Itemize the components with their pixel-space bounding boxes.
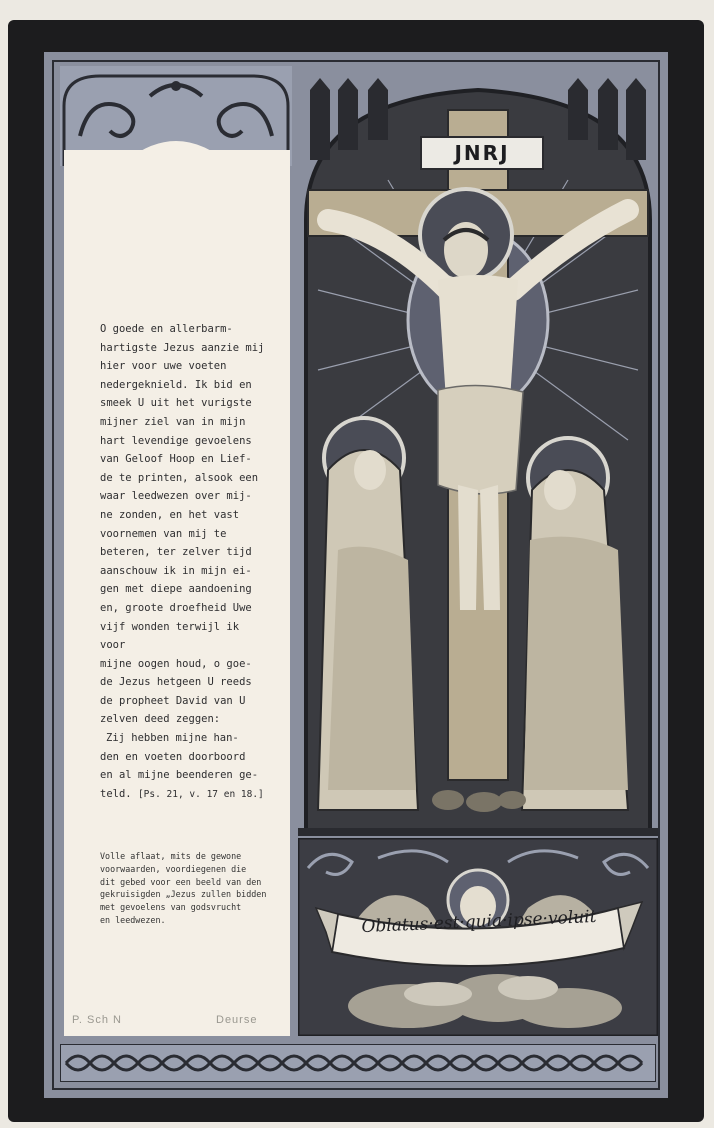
- prayer-text: [100, 320, 268, 804]
- printer-place: Deurse: [216, 1014, 258, 1026]
- braided-border: [60, 1044, 656, 1082]
- prayer-line: en, groote droefheid Uwe: [100, 601, 252, 614]
- prayer-line: van Geloof Hoop en Lief-: [100, 453, 252, 466]
- prayer-line: smeek U uit het vurigste: [100, 397, 252, 410]
- prayer-line: O goede en allerbarm-: [100, 323, 233, 335]
- prayer-line: teld.: [100, 787, 132, 800]
- prayer-line: de Jezus hetgeen U reeds: [100, 676, 252, 689]
- prayer-line: mijner ziel van in mijn: [100, 415, 246, 428]
- indulgence-line: en leedwezen.: [100, 914, 166, 925]
- prayer-line: hier voor uwe voeten: [100, 360, 227, 373]
- prayer-line: en al mijne beenderen ge-: [100, 769, 259, 782]
- indulgence-line: Volle aflaat, mits de gewone: [100, 851, 242, 861]
- prayer-line: hartigste Jezus aanzie mij: [100, 341, 265, 354]
- crucifixion-illustration: [298, 70, 658, 836]
- prayer-line: Zij hebben mijne han-: [106, 732, 239, 745]
- latin-motto: Oblatus·est·quia·ipse·voluit: [361, 906, 597, 938]
- indulgence-line: voorwaarden, voordiegenen die: [100, 863, 247, 874]
- prayer-line: nedergeknield. Ik bid en: [100, 378, 252, 391]
- scripture-reference: [Ps. 21, v. 17 en 18.]: [137, 788, 264, 800]
- indulgence-line: dit gebed voor een beeld van den: [100, 876, 262, 887]
- indulgence-line: gekruisigden „Jezus zullen bidden: [100, 889, 267, 900]
- printer-mark: P. Sch N: [72, 1014, 122, 1026]
- indulgence-line: met gevoelens van godsvrucht: [100, 902, 242, 913]
- prayer-line: beteren, ter zelver tijd: [100, 546, 252, 559]
- prayer-line: de propheet David van U: [100, 694, 246, 707]
- prayer-line: gen met diepe aandoening: [100, 583, 252, 596]
- prayer-line: vijf wonden terwijl ik voor: [100, 620, 240, 652]
- prayer-line: de te printen, alsook een: [100, 471, 259, 484]
- prayer-line: hart levendige gevoelens: [100, 434, 252, 447]
- titulus-plaque: JNRJ: [420, 136, 544, 170]
- indulgence-note: [100, 850, 272, 927]
- prayer-line: voornemen van mij te: [100, 527, 227, 540]
- prayer-line: zelven deed zeggen:: [100, 713, 221, 726]
- prayer-line: den en voeten doorboord: [100, 750, 246, 763]
- prayer-line: mijne oogen houd, o goe-: [100, 657, 252, 670]
- prayer-line: waar leedwezen over mij-: [100, 490, 252, 503]
- prayer-line-last: [100, 785, 268, 805]
- prayer-line: ne zonden, en het vast: [100, 508, 240, 521]
- prayer-line: aanschouw ik in mijn ei-: [100, 564, 252, 577]
